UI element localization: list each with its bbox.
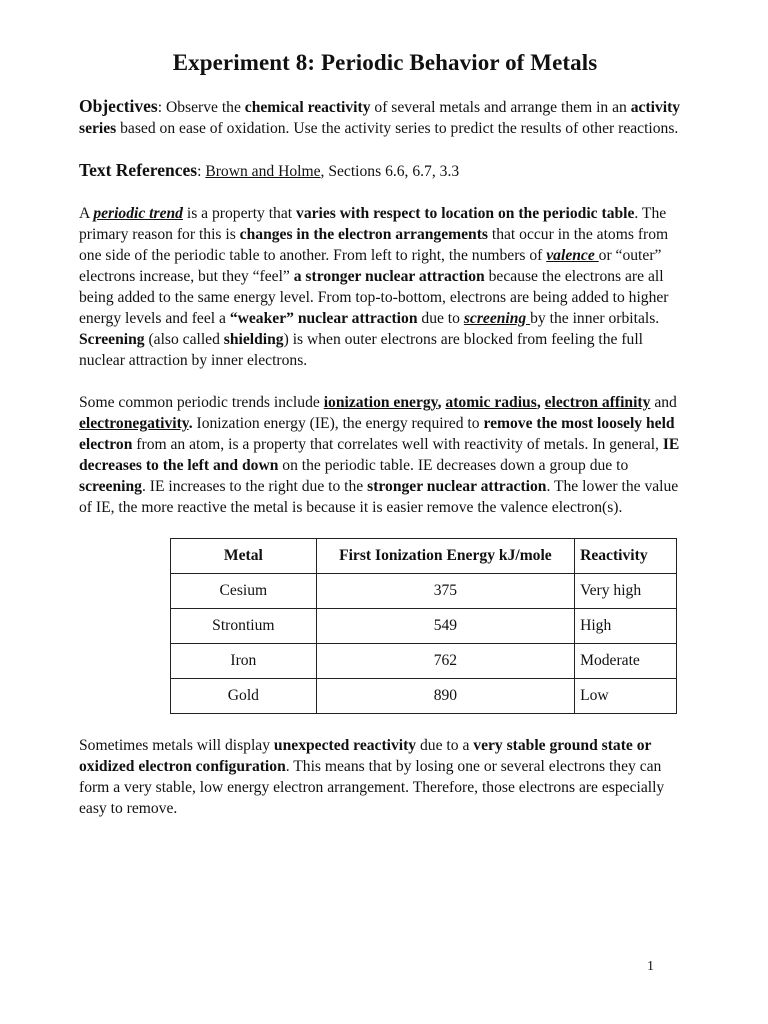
objectives-text: : Observe the xyxy=(157,99,245,116)
text-references-heading: Text References xyxy=(79,160,198,180)
table-row xyxy=(171,609,677,644)
reference-sections: , Sections 6.6, 6.7, 3.3 xyxy=(320,163,460,180)
cell-ionization-energy: 549 xyxy=(316,609,574,644)
bold-phrase: stronger nuclear attraction xyxy=(367,478,547,495)
cell-metal: Cesium xyxy=(171,574,317,609)
term-valence: valence xyxy=(546,247,599,264)
cell-ionization-energy: 890 xyxy=(316,679,574,714)
paragraph-text: A xyxy=(79,205,94,222)
common-trends-paragraph xyxy=(79,392,691,518)
cell-metal: Strontium xyxy=(171,609,317,644)
bold-phrase: unexpected reactivity xyxy=(273,737,417,754)
paragraph-text: . This means that by losing one or several electrons they can form a very stable, low energy electron arrangement. Therefore, those electrons are especially easy to remove. xyxy=(79,758,665,817)
table-header-row xyxy=(171,539,677,574)
header-reactivity: Reactivity xyxy=(575,539,677,574)
paragraph-text: Some common periodic trends include xyxy=(79,394,324,411)
objectives-heading: Objectives xyxy=(79,96,158,116)
paragraph-text: ) is when outer electrons are blocked from feeling the full nuclear attraction by inner electrons. xyxy=(79,331,643,369)
unexpected-reactivity-paragraph xyxy=(79,735,691,819)
bold-phrase: IE decreases to the left and down xyxy=(79,436,680,474)
paragraph-text: . The lower the value of IE, the more reactive the metal is because it is easier remove the valence electron(s). xyxy=(79,478,679,516)
bold-phrase: a stronger nuclear attraction xyxy=(293,268,485,285)
paragraph-text: that occur in the atoms from one side of the periodic table to another. From left to right, the numbers of xyxy=(79,226,669,264)
cell-metal: Iron xyxy=(171,644,317,679)
paragraph-text: . The primary reason for this is xyxy=(79,205,667,243)
term-electronegativity: electronegativity xyxy=(79,415,189,432)
cell-reactivity: High xyxy=(575,609,677,644)
paragraph-text: because the electrons are all being added to the same energy level. From top-to-bottom, electrons are being added to higher energy levels and feel a xyxy=(79,268,669,327)
cell-metal: Gold xyxy=(171,679,317,714)
text-references-paragraph xyxy=(79,160,691,182)
cell-reactivity: Very high xyxy=(575,574,677,609)
paragraph-text: on the periodic table. IE decreases down a group due to xyxy=(278,457,629,474)
cell-ionization-energy: 375 xyxy=(316,574,574,609)
bold-phrase: changes in the electron arrangements xyxy=(239,226,488,243)
paragraph-text: due to xyxy=(417,310,464,327)
page-number: 1 xyxy=(647,959,654,974)
bold-phrase: varies with respect to location on the periodic table xyxy=(296,205,635,222)
paragraph-punctuation: , xyxy=(437,394,446,411)
page-title: Experiment 8: Periodic Behavior of Metals xyxy=(172,50,598,75)
cell-reactivity: Low xyxy=(575,679,677,714)
paragraph-text: . IE increases to the right due to the xyxy=(141,478,368,495)
header-metal: Metal xyxy=(171,539,317,574)
table-row xyxy=(171,679,677,714)
term-screening: screening xyxy=(463,310,531,327)
reference-book-title: Brown and Holme xyxy=(205,163,321,180)
objectives-bold-term: chemical reactivity xyxy=(244,99,371,116)
objectives-text: based on ease of oxidation. Use the activity series to predict the results of other reactions. xyxy=(116,120,679,137)
table-row xyxy=(171,644,677,679)
document-page xyxy=(79,48,691,819)
objectives-text: of several metals and arrange them in an xyxy=(370,99,631,116)
cell-ionization-energy: 762 xyxy=(316,644,574,679)
paragraph-text: Sometimes metals will display xyxy=(79,737,274,754)
bold-phrase: shielding xyxy=(223,331,284,348)
paragraph-punctuation: , xyxy=(536,394,545,411)
cell-reactivity: Moderate xyxy=(575,644,677,679)
periodic-trend-paragraph xyxy=(79,203,691,371)
term-atomic-radius: atomic radius xyxy=(445,394,537,411)
paragraph-text: (also called xyxy=(144,331,224,348)
objectives-paragraph xyxy=(79,96,691,139)
text-references-separator: : xyxy=(197,163,206,180)
paragraph-punctuation: . xyxy=(188,415,193,432)
paragraph-text: by the inner orbitals. xyxy=(530,310,660,327)
paragraph-text: or “outer” electrons increase, but they “feel” xyxy=(79,247,662,285)
paragraph-text: from an atom, is a property that correlates well with reactivity of metals. In general, xyxy=(132,436,663,453)
term-electron-affinity: electron affinity xyxy=(544,394,651,411)
term-ionization-energy: ionization energy xyxy=(323,394,438,411)
paragraph-text: Ionization energy (IE), the energy required to xyxy=(192,415,484,432)
paragraph-text: and xyxy=(650,394,677,411)
table-row xyxy=(171,574,677,609)
header-first-ionization-energy: First Ionization Energy kJ/mole xyxy=(316,539,574,574)
bold-phrase: screening xyxy=(79,478,142,495)
ionization-energy-table xyxy=(170,538,677,714)
paragraph-text: due to a xyxy=(416,737,474,754)
paragraph-text: is a property that xyxy=(182,205,297,222)
bold-phrase: remove the most loosely held electron xyxy=(79,415,675,453)
term-periodic-trend: periodic trend xyxy=(93,205,183,222)
bold-phrase: “weaker” nuclear attraction xyxy=(229,310,418,327)
objectives-bold-term: activity series xyxy=(79,99,681,137)
bold-phrase: Screening xyxy=(79,331,145,348)
bold-phrase: very stable ground state or oxidized electron configuration xyxy=(79,737,652,775)
